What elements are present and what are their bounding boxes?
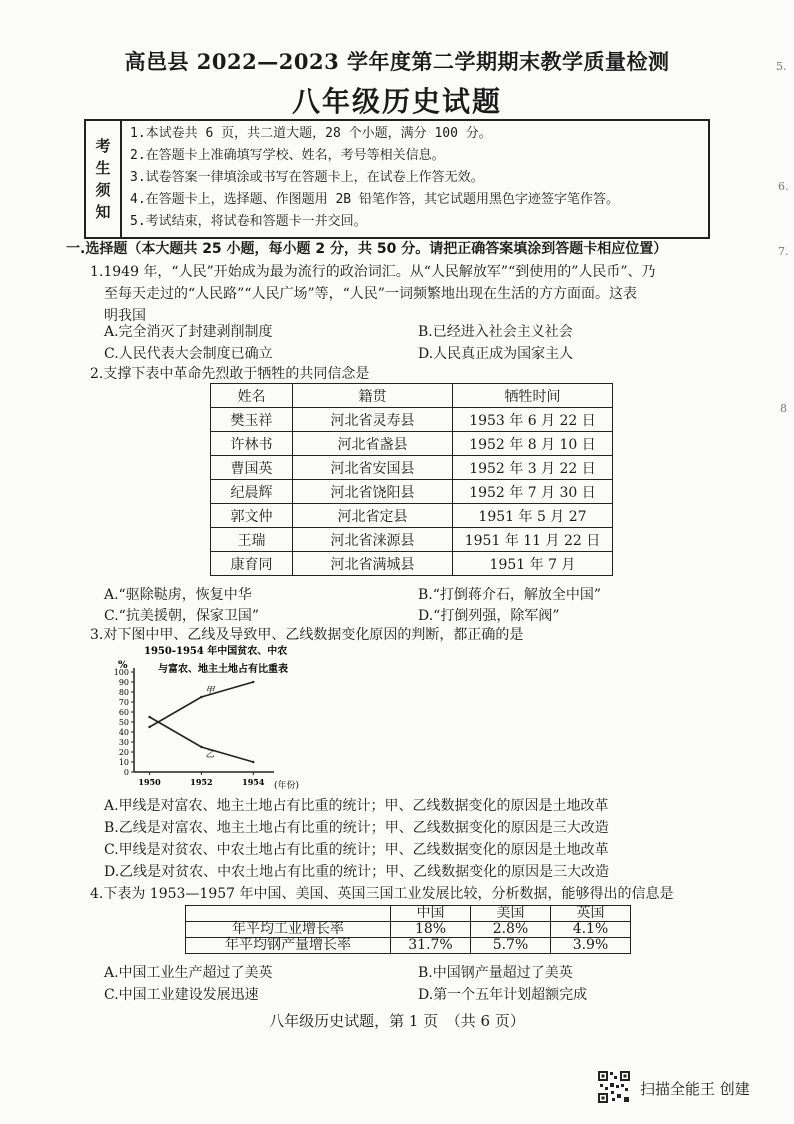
notice-item: 5.考试结束，将试卷和答题卡一并交回。 (130, 214, 367, 229)
y-tick-label: 10 (118, 758, 129, 767)
notice-item: 2.在答题卡上准确填写学校、姓名，考号等相关信息。 (130, 148, 445, 163)
table-cell: 1952 年 7 月 30 日 (453, 480, 613, 504)
x-tick-label: 1952 (190, 777, 213, 787)
table-row (211, 528, 613, 552)
table-row (211, 504, 613, 528)
notice-label (86, 121, 122, 237)
y-tick-label: 30 (118, 738, 129, 747)
y-tick-label: 50 (118, 718, 129, 727)
table-cell: 1952 年 3 月 22 日 (453, 456, 613, 480)
notice-box (84, 119, 710, 239)
series-label: 甲 (205, 686, 215, 696)
q3-option-b[interactable]: B.乙线是对富农、地主土地占有比重的统计；甲、乙线数据变化的原因是三大改造 (104, 820, 609, 836)
table-header-row (211, 384, 613, 408)
notice-item: 4.在答题卡上，选择题、作图题用 2B 铅笔作答，其它试题用黑色字迹签字笔作答。 (130, 192, 619, 207)
table-row (211, 552, 613, 576)
q2-option-b[interactable]: B.“打倒蒋介石，解放全中国” (418, 587, 602, 603)
table-header: 美国 (471, 906, 551, 922)
page-footer: 八年级历史试题，第 1 页 （共 6 页） (269, 1012, 525, 1030)
table-cell: 1952 年 8 月 10 日 (453, 432, 613, 456)
side-mark: 5. (776, 60, 787, 73)
data-point (148, 716, 150, 718)
table-cell: 2.8% (471, 922, 551, 938)
q3-stem: 3.对下图中甲、乙线及导致甲、乙线数据变化原因的判断，都正确的是 (90, 627, 524, 643)
q1-option-b[interactable]: B.已经进入社会主义社会 (418, 324, 573, 340)
data-point (252, 681, 254, 683)
q2-option-d[interactable]: D.“打倒列强，除军阀” (418, 608, 560, 624)
chart-title-line: 1950-1954 年中国贫农、中农 (144, 646, 288, 657)
q1-option-c[interactable]: C.人民代表大会制度已确立 (104, 346, 273, 362)
q3-option-d[interactable]: D.乙线是对贫农、中农土地占有比重的统计；甲、乙线数据变化的原因是三大改造 (104, 864, 610, 880)
y-tick-label: 80 (118, 688, 129, 697)
table-row (211, 456, 613, 480)
table-cell: 1951 年 11 月 22 日 (453, 528, 613, 552)
q3-option-a[interactable]: A.甲线是对富农、地主土地占有比重的统计；甲、乙线数据变化的原因是土地改革 (104, 798, 609, 814)
table-cell: 河北省盏县 (293, 432, 453, 456)
table-cell: 河北省饶阳县 (293, 480, 453, 504)
q1-option-a[interactable]: A.完全消灭了封建剥削制度 (104, 324, 273, 340)
table-cell: 5.7% (471, 938, 551, 954)
y-tick-label: 100 (113, 668, 129, 677)
notice-label-char: 知 (95, 203, 111, 221)
data-point (148, 726, 150, 728)
scanner-watermark: 扫描全能王 创建 (640, 1080, 750, 1098)
y-tick-label: 70 (118, 698, 129, 707)
q4-industry-table (185, 905, 631, 954)
y-axis-unit: % (118, 660, 128, 671)
table-row (211, 408, 613, 432)
table-cell: 18% (391, 922, 471, 938)
side-mark: 7. (778, 245, 789, 258)
table-cell: 康育同 (211, 552, 293, 576)
q1-stem-line: 明我国 (104, 308, 146, 324)
table-cell: 郭文仲 (211, 504, 293, 528)
x-tick-label: 1950 (138, 777, 161, 787)
y-tick-label: 0 (123, 768, 129, 777)
table-cell: 曹国英 (211, 456, 293, 480)
table-cell: 樊玉祥 (211, 408, 293, 432)
table-header: 牺牲时间 (453, 384, 613, 408)
series-line-yi (150, 717, 254, 762)
table-header: 英国 (551, 906, 631, 922)
table-header-row (186, 906, 631, 922)
exam-title: 高邑县 2022—2023 学年度第二学期期末教学质量检测 (124, 49, 670, 74)
q2-option-a[interactable]: A.“驱除鞑虏，恢复中华 (104, 587, 252, 603)
data-point (252, 761, 254, 763)
exam-subtitle: 八年级历史试题 (291, 85, 502, 118)
q3-land-chart (104, 642, 324, 792)
table-cell: 1951 年 5 月 27 (453, 504, 613, 528)
q4-stem: 4.下表为 1953—1957 年中国、美国、英国三国工业发展比较，分析数据，能够得出的信息是 (90, 886, 674, 902)
qr-code-icon (597, 1070, 631, 1104)
data-point (200, 746, 202, 748)
table-cell: 4.1% (551, 922, 631, 938)
table-header: 姓名 (211, 384, 293, 408)
table-cell: 1953 年 6 月 22 日 (453, 408, 613, 432)
notice-item: 3.试卷答案一律填涂或书写在答题卡上，在试卷上作答无效。 (130, 170, 484, 185)
q4-option-a[interactable]: A.中国工业生产超过了美英 (104, 965, 273, 981)
q2-stem: 2.支撑下表中革命先烈敢于牺牲的共同信念是 (90, 366, 370, 382)
side-mark: 6. (778, 180, 789, 193)
data-point (200, 696, 202, 698)
table-cell: 1951 年 7 月 (453, 552, 613, 576)
table-row (186, 922, 631, 938)
q1-stem-line: 1.1949 年，“人民”开始成为最为流行的政治词汇。从“人民解放军”“到使用的”人民币”、乃 (90, 264, 656, 280)
q3-option-c[interactable]: C.甲线是对贫农、中农土地占有比重的统计；甲、乙线数据变化的原因是土地改革 (104, 842, 609, 858)
notice-items (122, 121, 708, 237)
side-mark: 8 (780, 402, 787, 415)
table-row (211, 432, 613, 456)
table-cell: 河北省涞源县 (293, 528, 453, 552)
notice-item: 1.本试卷共 6 页，共二道大题，28 个小题，满分 100 分。 (130, 126, 492, 141)
notice-label-char: 须 (95, 181, 111, 199)
q1-option-d[interactable]: D.人民真正成为国家主人 (418, 346, 574, 362)
table-cell: 纪晨辉 (211, 480, 293, 504)
q4-option-d[interactable]: D.第一个五年计划超额完成 (418, 987, 588, 1003)
table-cell: 年平均工业增长率 (186, 922, 391, 938)
table-cell: 3.9% (551, 938, 631, 954)
table-cell: 许林书 (211, 432, 293, 456)
notice-label-char: 生 (95, 159, 111, 177)
q2-option-c[interactable]: C.“抗美援朝，保家卫国” (104, 608, 259, 624)
table-cell: 河北省满城县 (293, 552, 453, 576)
chart-title-line: 与富农、地主土地占有比重表 (158, 664, 288, 675)
x-tick-label: 1954 (242, 777, 265, 787)
section-heading: 一.选择题（本大题共 25 小题，每小题 2 分，共 50 分。请把正确答案填涂到答题卡相应位置） (66, 241, 668, 257)
notice-label-char: 考 (95, 137, 111, 155)
table-cell: 河北省安国县 (293, 456, 453, 480)
q4-option-c[interactable]: C.中国工业建设发展迅速 (104, 987, 259, 1003)
table-row (186, 938, 631, 954)
q1-stem-line: 至每天走过的“人民路”“人民广场”等，“人民”一词频繁地出现在生活的方方面面。这表 (104, 286, 637, 302)
series-label: 乙 (205, 750, 215, 760)
q4-option-b[interactable]: B.中国钢产量超过了美英 (418, 965, 573, 981)
y-tick-label: 20 (118, 748, 129, 757)
table-cell: 河北省定县 (293, 504, 453, 528)
table-header (186, 906, 391, 922)
x-axis-unit: (年份) (274, 781, 300, 791)
y-tick-label: 40 (118, 728, 129, 737)
y-tick-label: 90 (118, 678, 129, 687)
table-header: 籍贯 (293, 384, 453, 408)
table-cell: 王瑞 (211, 528, 293, 552)
table-header: 中国 (391, 906, 471, 922)
table-cell: 31.7% (391, 938, 471, 954)
q2-martyr-table (210, 383, 613, 576)
table-cell: 河北省灵寿县 (293, 408, 453, 432)
table-cell: 年平均钢产量增长率 (186, 938, 391, 954)
series-line-jia (150, 682, 254, 727)
table-row (211, 480, 613, 504)
y-tick-label: 60 (118, 708, 129, 717)
